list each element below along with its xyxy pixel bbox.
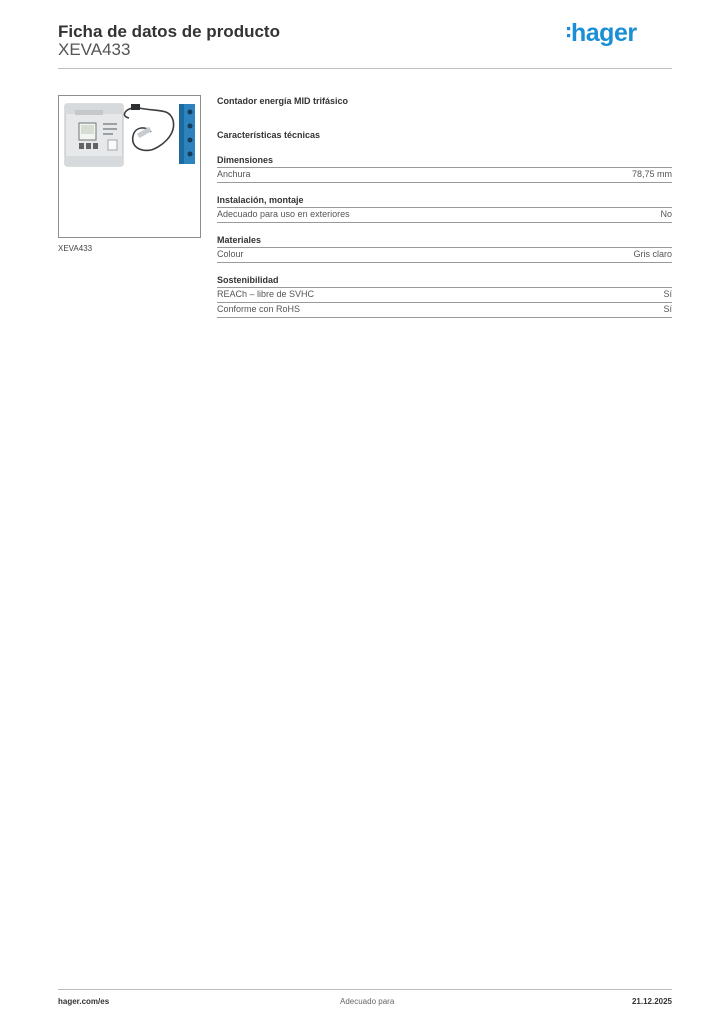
spec-row [217,208,672,223]
spec-label: Anchura [217,169,251,179]
spec-group-instalacion [217,194,672,223]
footer-date: 21.12.2025 [631,997,672,1006]
spec-row [217,288,672,303]
spec-group-title: Sostenibilidad [217,274,672,288]
spec-row [217,248,672,263]
spec-label: Conforme con RoHS [217,304,301,314]
image-caption: XEVA433 [58,244,93,253]
footer-note: Adecuado para [340,997,395,1006]
spec-value: No [660,209,672,219]
spec-group-dimensiones [217,154,672,183]
spec-row [217,303,672,318]
spec-label: Adecuado para uso en exteriores [217,209,350,219]
product-image [58,95,201,238]
spec-group-title: Dimensiones [217,154,672,168]
product-reference: XEVA433 [58,40,131,59]
specs-heading: Características técnicas [217,130,321,140]
hager-logo [566,18,654,48]
page-footer [58,989,672,1006]
spec-group-materiales [217,234,672,263]
spec-value: Sí [663,289,672,299]
spec-value: Gris claro [633,249,672,259]
spec-row [217,168,672,183]
document-title: Ficha de datos de producto [58,22,280,41]
spec-value: 78,75 mm [631,169,672,179]
product-details [217,95,672,318]
spec-group-title: Materiales [217,234,672,248]
product-name: Contador energía MID trifásico [217,96,349,106]
logo-wordmark: hager [571,19,637,47]
spec-group-sostenibilidad [217,274,672,318]
spec-group-title: Instalación, montaje [217,194,672,208]
spec-label: Colour [217,249,244,259]
spec-label: REACh – libre de SVHC [217,289,315,299]
page-header [58,20,672,69]
spec-value: Sí [663,304,672,314]
footer-website-link[interactable]: hager.com/es [58,997,110,1006]
